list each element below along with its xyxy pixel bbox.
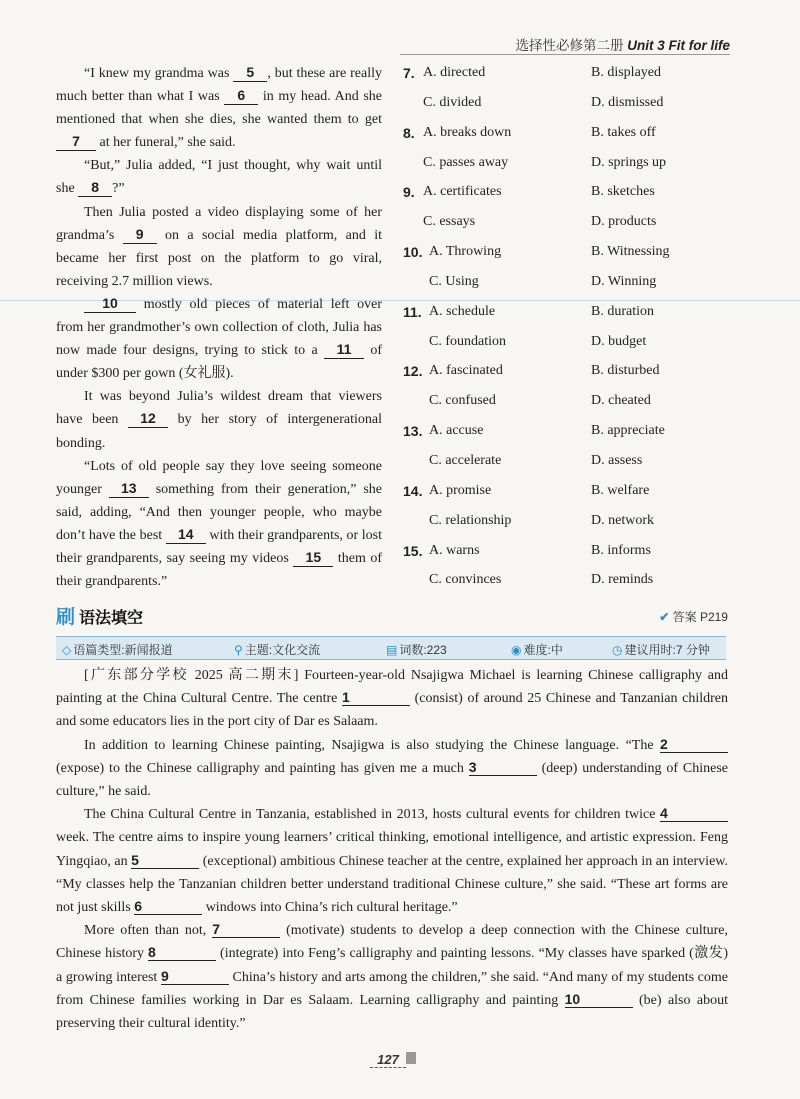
option-row-c — [403, 390, 743, 420]
clock-icon: ◷ — [612, 643, 623, 657]
answer-reference — [659, 608, 728, 625]
option-row-c — [403, 450, 743, 480]
grammar-passage — [56, 664, 728, 1035]
gap-10[interactable]: 10 — [565, 991, 633, 1008]
blank-11[interactable]: 11 — [324, 340, 364, 359]
option-row-a: 13. A. accuse B. appreciate — [403, 420, 743, 450]
blank-8[interactable]: 8 — [78, 178, 112, 197]
blank-5[interactable]: 5 — [233, 63, 267, 82]
option-d[interactable]: D. cheated — [591, 393, 651, 409]
option-row-a: 14. A. promise B. welfare — [403, 480, 743, 510]
option-c[interactable]: C. convinces — [429, 572, 502, 588]
option-row-c — [403, 569, 743, 599]
option-c[interactable]: C. relationship — [429, 512, 512, 528]
option-c[interactable]: C. accelerate — [429, 452, 502, 468]
option-a[interactable]: A. promise — [429, 482, 492, 498]
option-d[interactable]: D. dismissed — [591, 94, 664, 110]
option-c[interactable]: C. foundation — [429, 333, 506, 349]
option-row-a: 8. A. breaks down B. takes off — [403, 122, 743, 152]
grammar-paragraph-4: More often than not, 7 (motivate) students to develop a deep connection with the Chinese culture, Chinese history 8 (integrate) into Feng’s calligraphy and painting lessons. “My classes have sparked (激发) a growing interest 9 China’s history and arts among the children,” she said. “And many of my students come from Chinese families working in Dar es Salaam. Learning calligraphy and painting 10 (be) also about preserving their cultural identity.” — [56, 921, 729, 1032]
grammar-paragraph-2: In addition to learning Chinese painting, Nsajigwa is also studying the Chinese language. “The 2 (expose) to the Chinese calligraphy and painting has given me a much 3 (deep) understanding of Chinese culture,” he said. — [56, 735, 728, 800]
passage-paragraph-1: “I knew my grandma was 5 , but these are really much better than what I was 6 in my head. And she mentioned that when she dies, she wanted them to get 7 at her funeral,” she said. — [56, 64, 382, 151]
option-b[interactable]: B. duration — [591, 303, 654, 319]
option-b[interactable]: B. disturbed — [591, 363, 660, 379]
blank-12[interactable]: 12 — [128, 409, 168, 428]
option-b[interactable]: B. Witnessing — [591, 244, 670, 260]
option-a[interactable]: A. certificates — [423, 184, 502, 200]
option-d[interactable]: D. network — [591, 512, 654, 528]
option-a[interactable]: A. warns — [429, 542, 480, 558]
info-theme: ⚲ 主题:文化交流 — [234, 643, 321, 657]
option-row-c — [403, 510, 743, 540]
option-c[interactable]: C. confused — [429, 393, 496, 409]
blank-7[interactable]: 7 — [56, 132, 96, 151]
option-c[interactable]: C. Using — [429, 273, 479, 289]
passage-info-bar — [56, 636, 726, 660]
header-rule — [400, 54, 730, 55]
gap-8[interactable]: 8 — [148, 944, 216, 961]
option-row-c — [403, 152, 743, 182]
option-a[interactable]: A. directed — [423, 65, 486, 80]
option-row-a: 12. A. fascinated B. disturbed — [403, 360, 743, 390]
option-b[interactable]: B. informs — [591, 542, 651, 558]
option-c[interactable]: C. passes away — [423, 154, 509, 170]
passage-paragraph-2: “But,” Julia added, “I just thought, why wait until she 8 ?” — [56, 158, 382, 197]
option-b[interactable]: B. sketches — [591, 184, 655, 200]
option-d[interactable]: D. reminds — [591, 572, 654, 588]
grammar-paragraph-3: The China Cultural Centre in Tanzania, established in 2013, hosts cultural events for children twice 4 week. The centre aims to inspire young learners’ critical thinking, emotional intelligence, and artistic expression. Feng Yingqiao, an 5 (exceptional) ambitious Chinese teacher at the centre, explained her approach in an interview. “My classes help the Tanzanian children better understand traditional Chinese culture,” she said. “These art forms are not just skills 6 windows into China’s rich cultural heritage.” — [56, 805, 728, 916]
book-name: 选择性必修第二册 — [515, 38, 624, 53]
option-d[interactable]: D. products — [591, 214, 657, 230]
gap-6[interactable]: 6 — [134, 898, 202, 915]
option-a[interactable]: A. accuse — [429, 423, 484, 439]
gap-9[interactable]: 9 — [161, 968, 229, 985]
check-icon: ✔ — [659, 610, 670, 624]
option-d[interactable]: D. Winning — [591, 273, 657, 289]
section-title-text: 语法填空 — [79, 610, 144, 627]
answer-options — [403, 62, 743, 599]
brush-icon: 刷 — [56, 607, 76, 628]
option-a[interactable]: A. breaks down — [423, 124, 512, 140]
option-row-c — [403, 271, 743, 301]
option-row-c — [403, 92, 743, 122]
option-row-c — [403, 211, 743, 241]
option-row-c — [403, 331, 743, 361]
blank-10[interactable]: 10 — [84, 294, 136, 313]
gap-4[interactable]: 4 — [660, 805, 728, 822]
option-row-a: 10. A. Throwing B. Witnessing — [403, 241, 743, 271]
gap-2[interactable]: 2 — [660, 736, 728, 753]
option-c[interactable]: C. essays — [423, 214, 476, 230]
passage-paragraph-4: 10 mostly old pieces of material left over from her grandmother’s own collection of cloth, Julia has now made four designs, trying to stick to a 11 of under $300 per gown (女礼服). — [56, 294, 382, 382]
grammar-paragraph-1: [广东部分学校 2025 高二期末] Fourteen-year-old Nsajigwa Michael is learning Chinese calligraphy and painting at the China Cultural Centre. The centre 1 (consist) of around 25 Chinese and Tanzanian children and some educators lies in the port city of Dar es Salaam. — [56, 668, 728, 730]
option-b[interactable]: B. appreciate — [591, 423, 665, 439]
passage-paragraph-3: Then Julia posted a video displaying some of her grandma’s 9 on a social media platform, and it became her first post on the platform to go viral, receiving 2.7 million views. — [56, 204, 382, 289]
gauge-icon: ◉ — [511, 643, 522, 657]
blank-9[interactable]: 9 — [123, 225, 157, 244]
unit-title: Fit for life — [668, 38, 730, 53]
option-row-a: 9. A. certificates B. sketches — [403, 181, 743, 211]
option-b[interactable]: B. displayed — [591, 65, 661, 80]
search-icon: ⚲ — [234, 643, 243, 657]
option-d[interactable]: D. budget — [591, 333, 647, 349]
option-a[interactable]: A. fascinated — [429, 363, 503, 379]
passage-paragraph-6: “Lots of old people say they love seeing someone younger 13 something from their generation,” she said, adding, “And then younger people, who maybe don’t have the best 14 with their grandparents, or lost their grandparents, say seeing my videos 15 them of their grandparents.” — [56, 458, 383, 590]
tag-icon: ◇ — [62, 643, 72, 657]
blank-14[interactable]: 14 — [166, 525, 206, 544]
page-number-marker — [406, 1052, 416, 1064]
blank-6[interactable]: 6 — [224, 86, 258, 105]
page-header — [515, 34, 730, 54]
section-title — [56, 602, 143, 629]
blank-13[interactable]: 13 — [109, 479, 149, 498]
option-b[interactable]: B. takes off — [591, 124, 656, 140]
gap-5[interactable]: 5 — [131, 852, 199, 869]
document-icon: ▤ — [386, 643, 398, 657]
cloze-passage — [56, 62, 382, 593]
option-row-a: 15. A. warns B. informs — [403, 540, 743, 570]
gap-1[interactable]: 1 — [342, 689, 410, 706]
option-d[interactable]: D. springs up — [591, 154, 667, 170]
answer-page-text: 答案 P219 — [672, 610, 728, 624]
blank-15[interactable]: 15 — [293, 548, 333, 567]
option-b[interactable]: B. welfare — [591, 482, 650, 498]
gap-7[interactable]: 7 — [212, 921, 280, 938]
info-difficulty: ◉ 难度:中 — [511, 643, 563, 657]
gap-3[interactable]: 3 — [469, 759, 537, 776]
unit-label: Unit 3 — [627, 38, 665, 53]
option-row-a: 7. A. directed B. displayed — [403, 62, 743, 92]
option-d[interactable]: D. assess — [591, 452, 643, 468]
option-a[interactable]: A. Throwing — [429, 244, 502, 260]
option-c[interactable]: C. divided — [423, 94, 482, 110]
info-time: ◷ 建议用时:7 分钟 — [612, 643, 710, 657]
option-a[interactable]: A. schedule — [429, 303, 496, 319]
info-words: ▤ 词数:223 — [386, 643, 447, 657]
info-type: ◇ 语篇类型:新闻报道 — [62, 643, 173, 657]
passage-paragraph-5: It was beyond Julia’s wildest dream that viewers have been 12 by her story of intergenerational bonding. — [56, 389, 382, 451]
page-number: 127 — [370, 1052, 406, 1068]
option-row-a: 11. A. schedule B. duration — [403, 301, 743, 331]
